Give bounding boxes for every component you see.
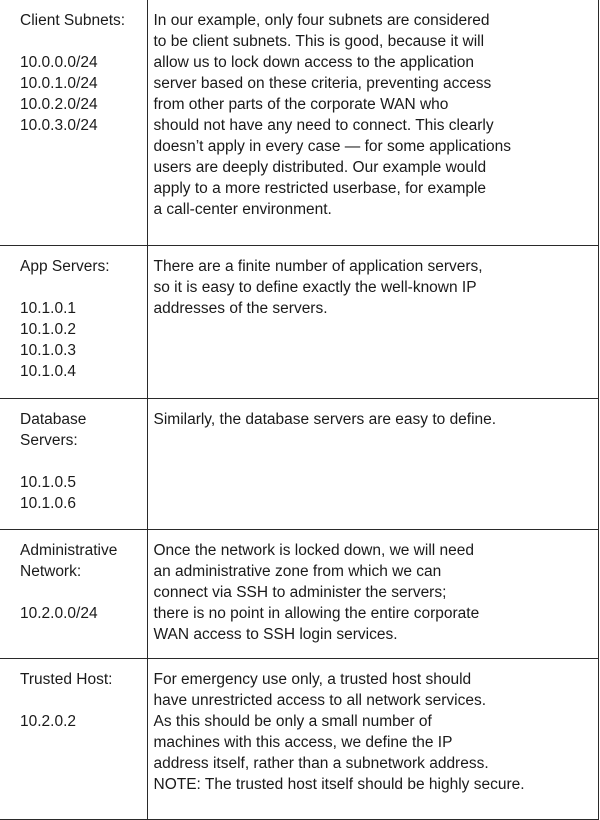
address-value: 10.1.0.3 [20,341,77,359]
table-row [0,658,599,819]
address-value: 10.0.3.0/24 [20,117,98,134]
address-value: 10.0.2.0/24 [20,96,98,113]
description-line: to be client subnets. This is good, because it will [153,33,485,50]
address-value: 10.1.0.1 [20,299,77,317]
description-line: allow us to lock down access to the application [153,54,475,71]
address-value: 10.2.0.2 [20,712,77,730]
description-line: an administrative zone from which we can [153,562,442,580]
address-value: 10.1.0.6 [20,494,77,512]
row-label: Network: [20,562,82,580]
description-line: WAN access to SSH login services. [153,625,398,643]
row-label: Database [20,410,87,428]
address-value: 10.1.0.5 [20,473,77,491]
label-cell [0,0,147,245]
description-line: address itself, rather than a subnetwork address. [153,754,489,772]
row-label: Servers: [20,431,78,449]
description-line: As this should be only a small number of [153,712,432,730]
description-line: so it is easy to define exactly the well-known IP [153,278,477,296]
row-label: Administrative [20,541,118,559]
address-value: 10.0.0.0/24 [20,54,98,71]
table-row [0,245,599,398]
description-line: doesn’t apply in every case — for some applications [153,138,512,155]
address-value: 10.1.0.4 [20,362,77,380]
description-line: have unrestricted access to all network services. [153,691,487,709]
description-line: apply to a more restricted userbase, for example [153,180,487,197]
label-cell [0,658,147,819]
description-cell [147,658,599,819]
description-line: from other parts of the corporate WAN who [153,96,449,113]
description-line: a call-center environment. [153,201,332,218]
description-line: Similarly, the database servers are easy to define. [153,410,497,428]
description-line: In our example, only four subnets are considered [153,12,490,29]
row-label: App Servers: [20,257,110,275]
description-line: connect via SSH to administer the servers; [153,583,447,601]
description-cell [147,398,599,529]
address-value: 10.1.0.2 [20,320,77,338]
row-label: Client Subnets: [20,12,126,29]
address-value: 10.2.0.0/24 [20,604,98,622]
label-cell [0,398,147,529]
description-line: For emergency use only, a trusted host should [153,670,472,688]
description-cell [147,245,599,398]
description-line: Once the network is locked down, we will need [153,541,474,559]
description-cell [147,529,599,658]
label-cell [0,245,147,398]
address-value: 10.0.1.0/24 [20,75,98,92]
description-line: there is no point in allowing the entire corporate [153,604,480,622]
description-line: addresses of the servers. [153,299,328,317]
description-line: users are deeply distributed. Our example would [153,159,487,176]
description-line: machines with this access, we define the IP [153,733,453,751]
description-cell [147,0,599,245]
description-line: server based on these criteria, preventing access [153,75,492,92]
table-row [0,0,599,245]
table-row [0,398,599,529]
description-line: NOTE: The trusted host itself should be highly secure. [153,775,525,793]
label-cell [0,529,147,658]
description-line: There are a finite number of application servers, [153,257,483,275]
description-line: should not have any need to connect. This clearly [153,117,494,134]
table-row [0,529,599,658]
row-label: Trusted Host: [20,670,113,688]
